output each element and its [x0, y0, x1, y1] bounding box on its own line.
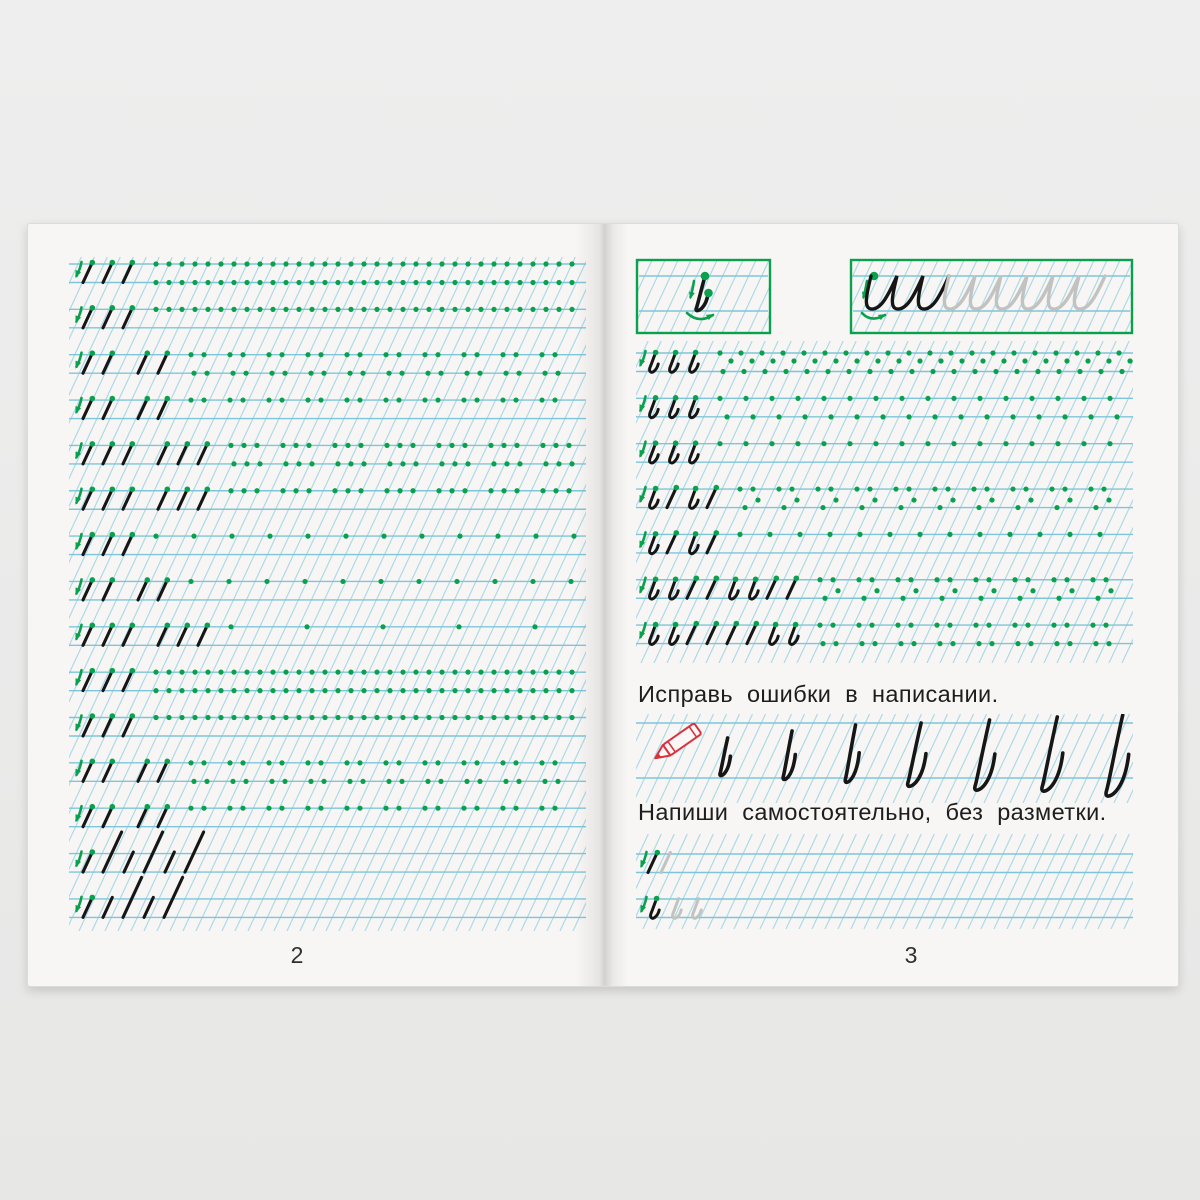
error-correction-row — [636, 714, 1133, 803]
sample-hooks-gray — [944, 276, 1105, 309]
error-letter — [1106, 715, 1129, 796]
free-writing-rows — [636, 834, 1133, 929]
oblique-ruling — [636, 714, 1133, 803]
page-number-left: 2 — [290, 942, 304, 968]
letter-sample-boxes — [631, 251, 1141, 346]
practice-row — [637, 530, 1103, 554]
error-letter — [908, 723, 926, 786]
page-3 — [601, 224, 1178, 986]
instruction-write-yourself: Напиши самостоятельно, без разметки. — [638, 799, 1107, 825]
page-2 — [28, 224, 601, 986]
error-letter — [720, 738, 730, 776]
practice-row — [73, 832, 204, 872]
workbook-spread — [27, 223, 1179, 987]
practice-row — [73, 396, 558, 419]
page-number-right: 3 — [904, 942, 918, 968]
right-ruled-practice-area — [636, 341, 1133, 663]
pencil-icon — [651, 723, 701, 763]
oblique-ruling — [636, 834, 1133, 929]
practice-row — [73, 713, 575, 736]
sample-box-single — [637, 260, 770, 333]
instruction-fix-errors: Исправь ошибки в написании. — [638, 681, 999, 707]
left-ruled-practice-area — [69, 257, 586, 931]
